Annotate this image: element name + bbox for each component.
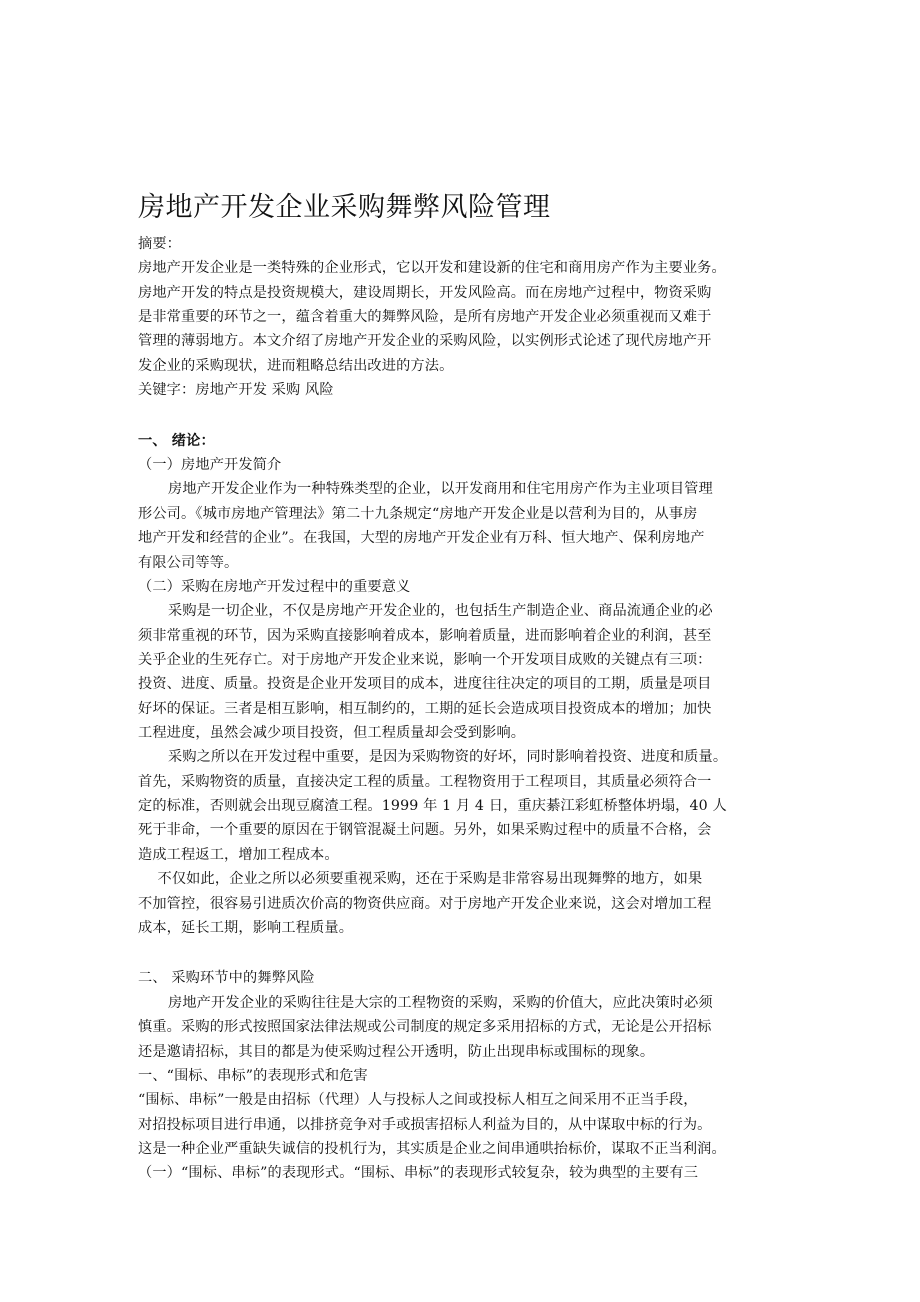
text-line: 首先，采购物资的质量，直接决定工程的质量。工程物资用于工程项目，其质量必须符合一	[138, 774, 712, 790]
text-line: 对招投标项目进行串通，以排挤竞争对手或损害招标人利益为目的，从中谋取中标的行为。	[138, 1117, 712, 1133]
text-line: 采购之所以在开发过程中重要，是因为采购物资的好坏，同时影响着投资、进度和质量。	[168, 749, 728, 765]
text-line: 有限公司等等。	[138, 555, 239, 571]
text-line: 不仅如此，企业之所以必须要重视采购，还在于采购是非常容易出现舞弊的地方，如果	[157, 871, 703, 887]
text-line: 管理的薄弱地方。本文介绍了房地产开发企业的采购风险，以实例形式论述了现代房地产开	[138, 333, 712, 349]
text-line: 摘要：	[138, 236, 182, 252]
text-line: 是非常重要的环节之一，蕴含着重大的舞弊风险，是所有房地产开发企业必须重视而又难于	[138, 309, 712, 325]
text-line: 地产开发和经营的企业”。在我国，大型的房地产开发企业有万科、恒大地产、保利房地产	[138, 530, 705, 546]
text-line: （一）房地产开发简介	[138, 457, 282, 473]
text-line: 发企业的采购现状，进而粗略总结出改进的方法。	[138, 358, 454, 374]
text-line: 好坏的保证。三者是相互影响，相互制约的，工期的延长会造成项目投资成本的增加；加快	[138, 701, 712, 717]
text-line: 不加管控，很容易引进质次价高的物资供应商。对于房地产开发企业来说，这会对增加工程	[138, 896, 712, 912]
text-line: 采购是一切企业，不仅是房地产开发企业的，也包括生产制造企业、商品流通企业的必	[168, 603, 713, 619]
text-line: （一）“围标、串标”的表现形式。“围标、串标”的表现形式较复杂，较为典型的主要有三	[138, 1165, 699, 1181]
text-line: 关乎企业的生死存亡。对于房地产开发企业来说，影响一个开发项目成败的关键点有三项：	[138, 652, 712, 668]
text-line: 关键字：房地产开发 采购 风险	[138, 382, 334, 398]
text-line: 须非常重视的环节，因为采购直接影响着成本，影响着质量，进而影响着企业的利润，甚至	[138, 628, 712, 644]
text-line: 投资、进度、质量。投资是企业开发项目的成本，进度往往决定的项目的工期，质量是项目	[138, 676, 712, 692]
text-line: 工程进度，虽然会减少项目投资，但工程质量却会受到影响。	[138, 725, 526, 741]
text-line: 死于非命，一个重要的原因在于钢管混凝土问题。另外，如果采购过程中的质量不合格，会	[138, 822, 712, 838]
text-line: 定的标准，否则就会出现豆腐渣工程。1999 年 1 月 4 日，重庆綦江彩虹桥整体坍塌，40 人	[138, 798, 727, 814]
text-line: 一、 绪论：	[138, 433, 215, 449]
text-line: 一、“围标、串标”的表现形式和危害	[138, 1068, 368, 1084]
text-line: 二、 采购环节中的舞弊风险	[138, 970, 315, 986]
page-title: 房地产开发企业采购舞弊风险管理	[138, 192, 551, 223]
text-line: （二）采购在房地产开发过程中的重要意义	[138, 579, 411, 595]
text-line: 慎重。采购的形式按照国家法律法规或公司制度的规定多采用招标的方式，无论是公开招标	[138, 1019, 712, 1035]
text-line: 造成工程返工，增加工程成本。	[138, 847, 339, 863]
text-line: 这是一种企业严重缺失诚信的投机行为，其实质是企业之间串通哄抬标价，谋取不正当利润。	[138, 1141, 726, 1157]
text-line: 还是邀请招标，其目的都是为使采购过程公开透明，防止出现串标或围标的现象。	[138, 1044, 655, 1060]
text-line: 房地产开发企业的采购往往是大宗的工程物资的采购，采购的价值大，应此决策时必须	[168, 995, 713, 1011]
text-line: 形公司。《城市房地产管理法》第二十九条规定“房地产开发企业是以营利为目的，从事房	[138, 506, 698, 522]
text-line: 房地产开发的特点是投资规模大，建设周期长，开发风险高。而在房地产过程中，物资采购	[138, 285, 712, 301]
text-line: 房地产开发企业作为一种特殊类型的企业，以开发商用和住宅用房产作为主业项目管理	[168, 481, 713, 497]
text-line: 成本，延长工期，影响工程质量。	[138, 920, 354, 936]
text-line: 房地产开发企业是一类特殊的企业形式，它以开发和建设新的住宅和商用房产作为主要业务。	[138, 260, 726, 276]
text-line: “围标、串标”一般是由招标（代理）人与投标人之间或投标人相互之间采用不正当手段，	[138, 1092, 698, 1108]
